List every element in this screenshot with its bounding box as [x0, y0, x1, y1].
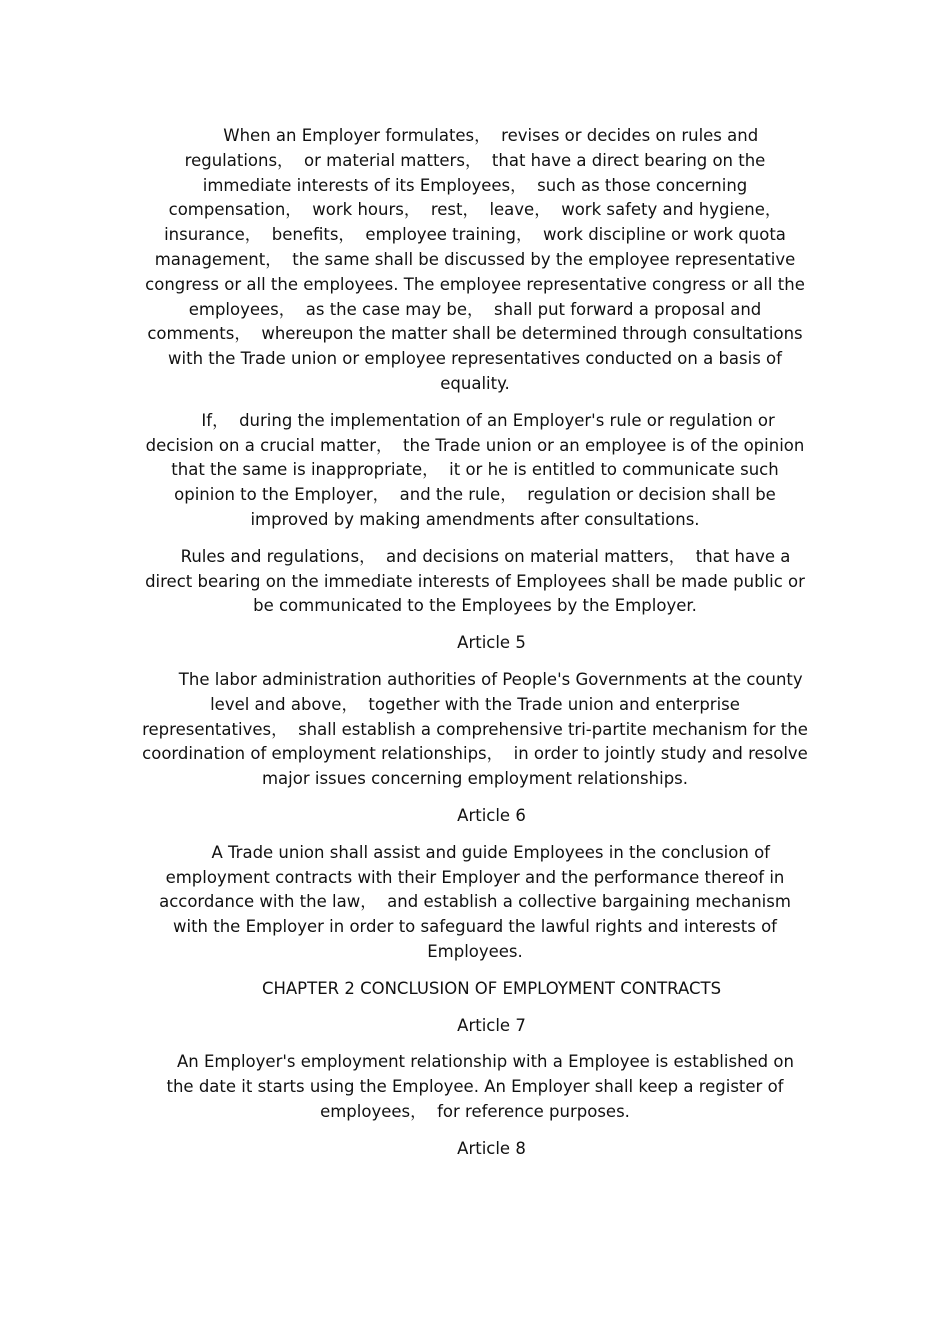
article-7-heading: Article 7: [457, 1015, 526, 1035]
paragraph-rules-publication: Rules and regulations， and decisions on material matters， that have a direct bearing on the immediate interests of Employees shall be made public or be communicated to the Employees by the Employer.: [145, 546, 811, 616]
article-6-heading: Article 6: [457, 805, 526, 825]
article-8-heading: Article 8: [457, 1138, 526, 1158]
document-page: [142, 124, 814, 1173]
article-6-text: A Trade union shall assist and guide Employees in the conclusion of employment contracts with their Employer and the performance thereof in accordance with the law， and establish a collective bargaining mechanism with the Employer in order to safeguard the lawful rights and interests of Employees.: [159, 842, 797, 961]
article-5-text: The labor administration authorities of People's Governments at the county level and above， together with the Trade union and enterprise representatives， shall establish a comprehensive tri-partite mechanism for the coordination of employment relationships， in order to jointly study and resolve major issues concerning employment relationships.: [142, 669, 814, 789]
paragraph-rules-objection: If， during the implementation of an Employer's rule or regulation or decision on a crucial matter， the Trade union or an employee is of the opinion that the same is inappropriate， it or he is entitled to communicate such opinion to the Employer， and the rule， regulation or decision shall be improved by making amendments after consultations.: [145, 410, 810, 529]
chapter-2-heading: CHAPTER 2 CONCLUSION OF EMPLOYMENT CONTRACTS: [261, 978, 722, 998]
article-7-text: An Employer's employment relationship with a Employee is established on the date it starts using the Employee. An Employer shall keep a register of employees， for reference purposes.: [156, 1052, 800, 1121]
paragraph-rules-formulation: When an Employer formulates， revises or decides on rules and regulations， or material matters， that have a direct bearing on the immediate interests of its Employees， such as those concerning compensation， work hours， rest， leave， work safety and hygiene， insurance， benefits， employee training， work discipline or work quota management， the same shall be discussed by the employee representative congress or all the employees. The employee representative congress or all the employees， as the case may be， shall put forward a proposal and comments， whereupon the matter shall be determined through consultations with the Trade union or employee representatives conducted on a basis of equality.: [145, 126, 811, 393]
article-5-heading: Article 5: [457, 633, 526, 653]
